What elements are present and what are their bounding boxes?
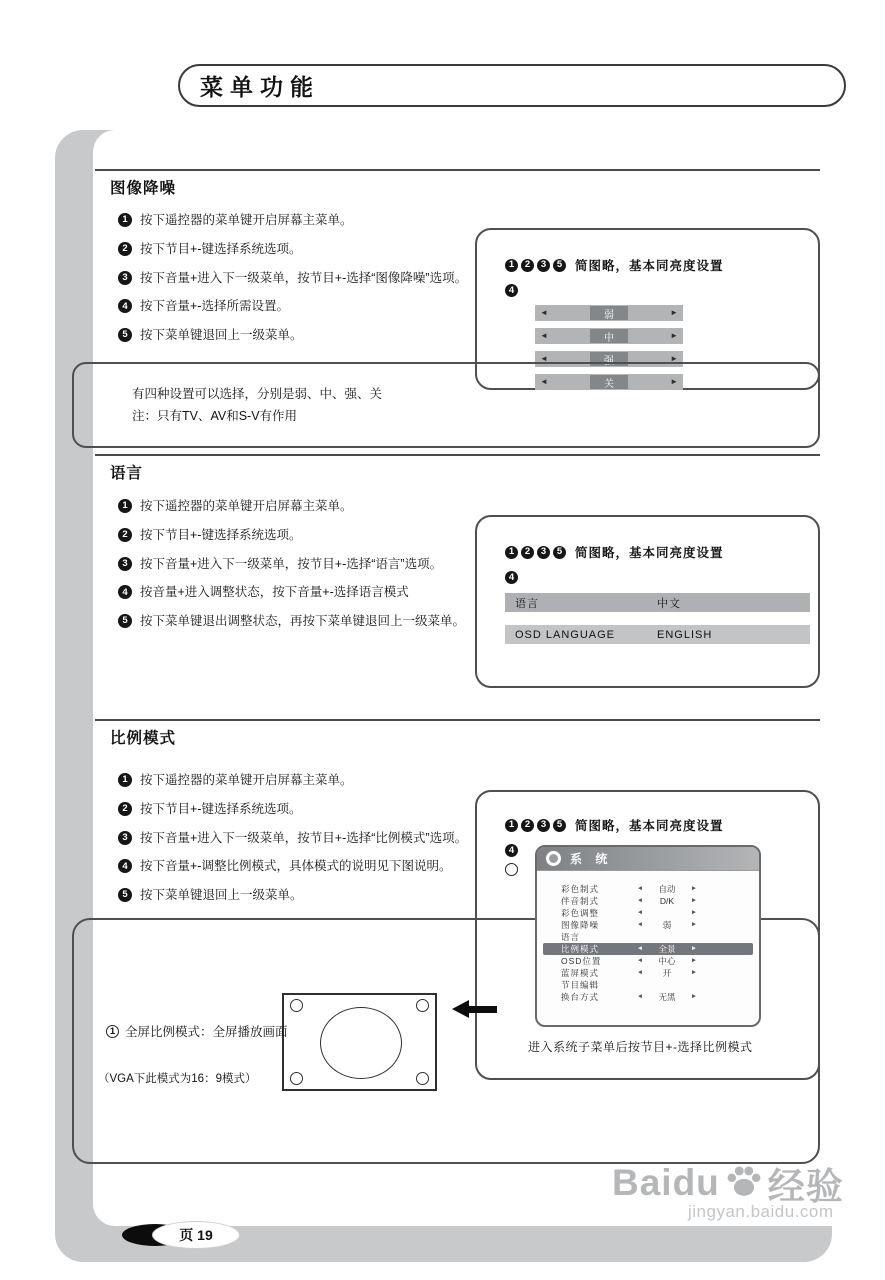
step-ref-badge: 4 bbox=[505, 844, 518, 857]
illustration-caption bbox=[106, 1022, 288, 1042]
step-number-badge: 5 bbox=[118, 614, 132, 628]
step-ref-badge: 3 bbox=[537, 259, 550, 272]
step-number-badge: 1 bbox=[118, 213, 132, 227]
option-value: 中 bbox=[590, 329, 628, 343]
right-arrow-icon: ► bbox=[670, 308, 678, 317]
corner-circle-icon bbox=[416, 999, 429, 1012]
left-arrow-icon: ◄ bbox=[540, 354, 548, 363]
osd-menu-row bbox=[543, 991, 753, 1003]
step-number-badge: 3 bbox=[118, 271, 132, 285]
step-ref-badge: 2 bbox=[521, 546, 534, 559]
osd-item-label: OSD位置 bbox=[561, 956, 602, 966]
step-ref-badge: 1 bbox=[505, 546, 518, 559]
step-number-badge: 5 bbox=[118, 328, 132, 342]
osd-menu-row bbox=[543, 979, 753, 991]
section-divider bbox=[95, 169, 820, 171]
step-number-badge: 4 bbox=[118, 299, 132, 313]
step-item bbox=[118, 326, 474, 345]
step-ref-badge: 5 bbox=[553, 259, 566, 272]
right-arrow-icon: ► bbox=[690, 992, 698, 1000]
menu-row bbox=[505, 625, 810, 644]
language-menu-rows bbox=[505, 593, 808, 644]
corner-circle-icon bbox=[290, 999, 303, 1012]
right-arrow-icon: ► bbox=[670, 354, 678, 363]
osd-item-value: 全景 bbox=[658, 944, 676, 954]
menu-row bbox=[505, 593, 810, 612]
step-text: 按下音量+进入下一级菜单，按节目+-选择“图像降噪”选项。 bbox=[140, 270, 468, 285]
menu-label: 语言 bbox=[515, 597, 539, 610]
step-item bbox=[118, 800, 474, 819]
step-ref-badge: 2 bbox=[521, 259, 534, 272]
step-ref-badge: 3 bbox=[537, 546, 550, 559]
watermark-url: jingyan.baidu.com bbox=[688, 1202, 834, 1221]
panel-caption bbox=[505, 256, 808, 274]
step-item bbox=[118, 612, 474, 631]
empty-circle-marker bbox=[505, 863, 518, 876]
osd-menu-row bbox=[543, 919, 753, 931]
osd-item-value: 自动 bbox=[658, 884, 676, 894]
note-text: 注：只有TV、AV和S-V有作用 bbox=[132, 408, 298, 423]
step-item bbox=[118, 583, 474, 602]
osd-item-label: 彩色制式 bbox=[561, 884, 600, 894]
illustration-note: （VGA下此模式为16：9模式） bbox=[98, 1073, 257, 1085]
page-number: 页 19 bbox=[152, 1221, 240, 1249]
step-item bbox=[118, 497, 474, 516]
osd-item-label: 彩色调整 bbox=[561, 908, 600, 918]
section-heading: 图像降噪 bbox=[110, 180, 177, 197]
step-ref-badge: 3 bbox=[537, 819, 550, 832]
steps-list bbox=[118, 211, 474, 345]
left-arrow-icon: ◄ bbox=[540, 308, 548, 317]
step-ref-badge: 1 bbox=[505, 259, 518, 272]
illustration-caption-text: 全屏比例模式：全屏播放画面 bbox=[125, 1025, 288, 1039]
osd-menu-rows bbox=[537, 871, 759, 1003]
step-text: 按下菜单键退出调整状态，再按下菜单键退回上一级菜单。 bbox=[140, 614, 466, 628]
section-divider bbox=[95, 454, 820, 456]
right-arrow-icon: ► bbox=[690, 968, 698, 976]
osd-item-label: 节目编辑 bbox=[561, 980, 600, 990]
left-arrow-icon: ◄ bbox=[636, 884, 644, 892]
step-number-badge: 3 bbox=[118, 557, 132, 571]
osd-menu-row bbox=[543, 895, 753, 907]
right-arrow-icon: ► bbox=[690, 896, 698, 904]
step-number-badge: 2 bbox=[118, 242, 132, 256]
step-item bbox=[118, 297, 474, 316]
osd-item-label: 换台方式 bbox=[561, 992, 600, 1002]
step-text: 按下遥控器的菜单键开启屏幕主菜单。 bbox=[140, 213, 353, 227]
option-value: 弱 bbox=[590, 306, 628, 320]
step-item bbox=[118, 269, 474, 288]
osd-menu-row bbox=[543, 883, 753, 895]
osd-menu-row bbox=[543, 931, 753, 943]
illustration-panel bbox=[475, 515, 820, 688]
step-ref-badge: 5 bbox=[553, 819, 566, 832]
step-ref-badge: 5 bbox=[553, 546, 566, 559]
step-text: 按下菜单键退回上一级菜单。 bbox=[140, 888, 303, 902]
step-text: 按下音量+-调整比例模式，具体模式的说明见下图说明。 bbox=[140, 859, 452, 874]
left-arrow-icon: ◄ bbox=[540, 331, 548, 340]
menu-label: OSD LANGUAGE bbox=[515, 628, 616, 641]
note-text: 有四种设置可以选择，分别是弱、中、强、关 bbox=[132, 387, 383, 401]
option-value: 强 bbox=[590, 352, 628, 366]
osd-item-value: 弱 bbox=[662, 920, 672, 930]
osd-menu-row bbox=[543, 955, 753, 967]
step-number-badge: 3 bbox=[118, 831, 132, 845]
baidu-brand-text: Baidu bbox=[612, 1162, 720, 1203]
step-item bbox=[118, 526, 474, 545]
left-arrow-icon: ◄ bbox=[636, 992, 644, 1000]
step-item bbox=[118, 555, 474, 574]
step-item bbox=[118, 211, 474, 230]
step-text: 按下音量+进入下一级菜单，按节目+-选择“语言”选项。 bbox=[140, 556, 443, 571]
step-number-badge: 5 bbox=[118, 888, 132, 902]
osd-item-label: 比例模式 bbox=[561, 944, 600, 954]
corner-circle-icon bbox=[416, 1072, 429, 1085]
osd-logo-icon bbox=[545, 850, 562, 867]
step-text: 按下遥控器的菜单键开启屏幕主菜单。 bbox=[140, 499, 353, 513]
osd-item-value: 开 bbox=[662, 968, 672, 978]
step-number-badge: 1 bbox=[118, 773, 132, 787]
pointer-arrow-icon bbox=[452, 1000, 497, 1018]
osd-item-label: 蓝屏模式 bbox=[561, 968, 600, 978]
page-title-box bbox=[178, 64, 846, 107]
right-arrow-icon: ► bbox=[690, 884, 698, 892]
osd-menu-header bbox=[537, 847, 759, 871]
osd-menu-row bbox=[543, 907, 753, 919]
baidu-paw-icon bbox=[726, 1164, 762, 1203]
section-heading: 比例模式 bbox=[110, 730, 177, 747]
osd-menu-row-selected bbox=[543, 943, 753, 955]
jingyan-brand-text: 经验 bbox=[767, 1166, 844, 1207]
step-text: 按下遥控器的菜单键开启屏幕主菜单。 bbox=[140, 773, 353, 787]
step-text: 按下节目+-键选择系统选项。 bbox=[140, 801, 302, 816]
page-title: 菜单功能 bbox=[200, 74, 320, 100]
right-arrow-icon: ► bbox=[690, 944, 698, 952]
panel-note: 简图略，基本同亮度设置 bbox=[575, 819, 724, 833]
section-heading: 语言 bbox=[110, 465, 144, 482]
step-text: 按下节目+-键选择系统选项。 bbox=[140, 527, 302, 542]
left-arrow-icon: ◄ bbox=[636, 920, 644, 928]
osd-item-label: 图像降噪 bbox=[561, 920, 600, 930]
right-arrow-icon: ► bbox=[690, 920, 698, 928]
step-ref-badge: 4 bbox=[505, 571, 518, 584]
step-text: 按下节目+-键选择系统选项。 bbox=[140, 241, 302, 256]
step-item bbox=[118, 771, 474, 790]
step-ref-badge: 1 bbox=[505, 819, 518, 832]
page-number-tab bbox=[122, 1221, 244, 1249]
left-arrow-icon: ◄ bbox=[636, 896, 644, 904]
steps-list bbox=[118, 497, 474, 631]
panel-note: 简图略，基本同亮度设置 bbox=[575, 546, 724, 560]
step-number-badge: 2 bbox=[118, 528, 132, 542]
note-box bbox=[72, 362, 820, 448]
step-number-badge: 4 bbox=[118, 585, 132, 599]
osd-caption: 进入系统子菜单后按节目+-选择比例模式 bbox=[528, 1040, 753, 1054]
step-ref-badge: 2 bbox=[521, 819, 534, 832]
steps-list bbox=[118, 771, 474, 905]
step-text: 按下音量+-选择所需设置。 bbox=[140, 299, 289, 314]
menu-value: ENGLISH bbox=[657, 628, 713, 641]
step-text: 按音量+进入调整状态，按下音量+-选择语言模式 bbox=[140, 585, 409, 600]
osd-item-label: 伴音制式 bbox=[561, 896, 600, 906]
osd-menu-row bbox=[543, 967, 753, 979]
right-arrow-icon: ► bbox=[670, 377, 678, 386]
osd-item-label: 语言 bbox=[561, 932, 581, 942]
panel-caption bbox=[505, 543, 808, 561]
panel-note: 简图略，基本同亮度设置 bbox=[575, 259, 724, 273]
panel-caption bbox=[505, 816, 808, 834]
option-row bbox=[535, 328, 683, 344]
step-item bbox=[118, 857, 474, 876]
step-number-badge: 4 bbox=[118, 859, 132, 873]
step-ref-badge: 4 bbox=[505, 284, 518, 297]
menu-value: 中文 bbox=[657, 597, 681, 610]
item-number-badge: 1 bbox=[106, 1025, 119, 1038]
step-number-badge: 2 bbox=[118, 802, 132, 816]
osd-item-value: D/K bbox=[659, 896, 675, 906]
section-divider bbox=[95, 719, 820, 721]
step-text: 按下菜单键退回上一级菜单。 bbox=[140, 328, 303, 342]
step-item bbox=[118, 886, 474, 905]
left-arrow-icon: ◄ bbox=[636, 956, 644, 964]
right-arrow-icon: ► bbox=[670, 331, 678, 340]
left-arrow-icon: ◄ bbox=[540, 377, 548, 386]
osd-system-menu bbox=[535, 845, 761, 1027]
step-item bbox=[118, 829, 474, 848]
right-arrow-icon: ► bbox=[690, 956, 698, 964]
osd-menu-title: 系 统 bbox=[570, 852, 613, 866]
osd-item-value: 中心 bbox=[658, 956, 676, 966]
option-value: 关 bbox=[590, 375, 628, 389]
left-arrow-icon: ◄ bbox=[636, 944, 644, 952]
ellipse-icon bbox=[320, 1007, 402, 1079]
option-row bbox=[535, 305, 683, 321]
step-number-badge: 1 bbox=[118, 499, 132, 513]
left-arrow-icon: ◄ bbox=[636, 968, 644, 976]
step-text: 按下音量+进入下一级菜单，按节目+-选择“比例模式”选项。 bbox=[140, 830, 468, 845]
right-arrow-icon: ► bbox=[690, 908, 698, 916]
left-arrow-icon: ◄ bbox=[636, 908, 644, 916]
osd-item-value: 无黑 bbox=[658, 992, 676, 1002]
step-item bbox=[118, 240, 474, 259]
